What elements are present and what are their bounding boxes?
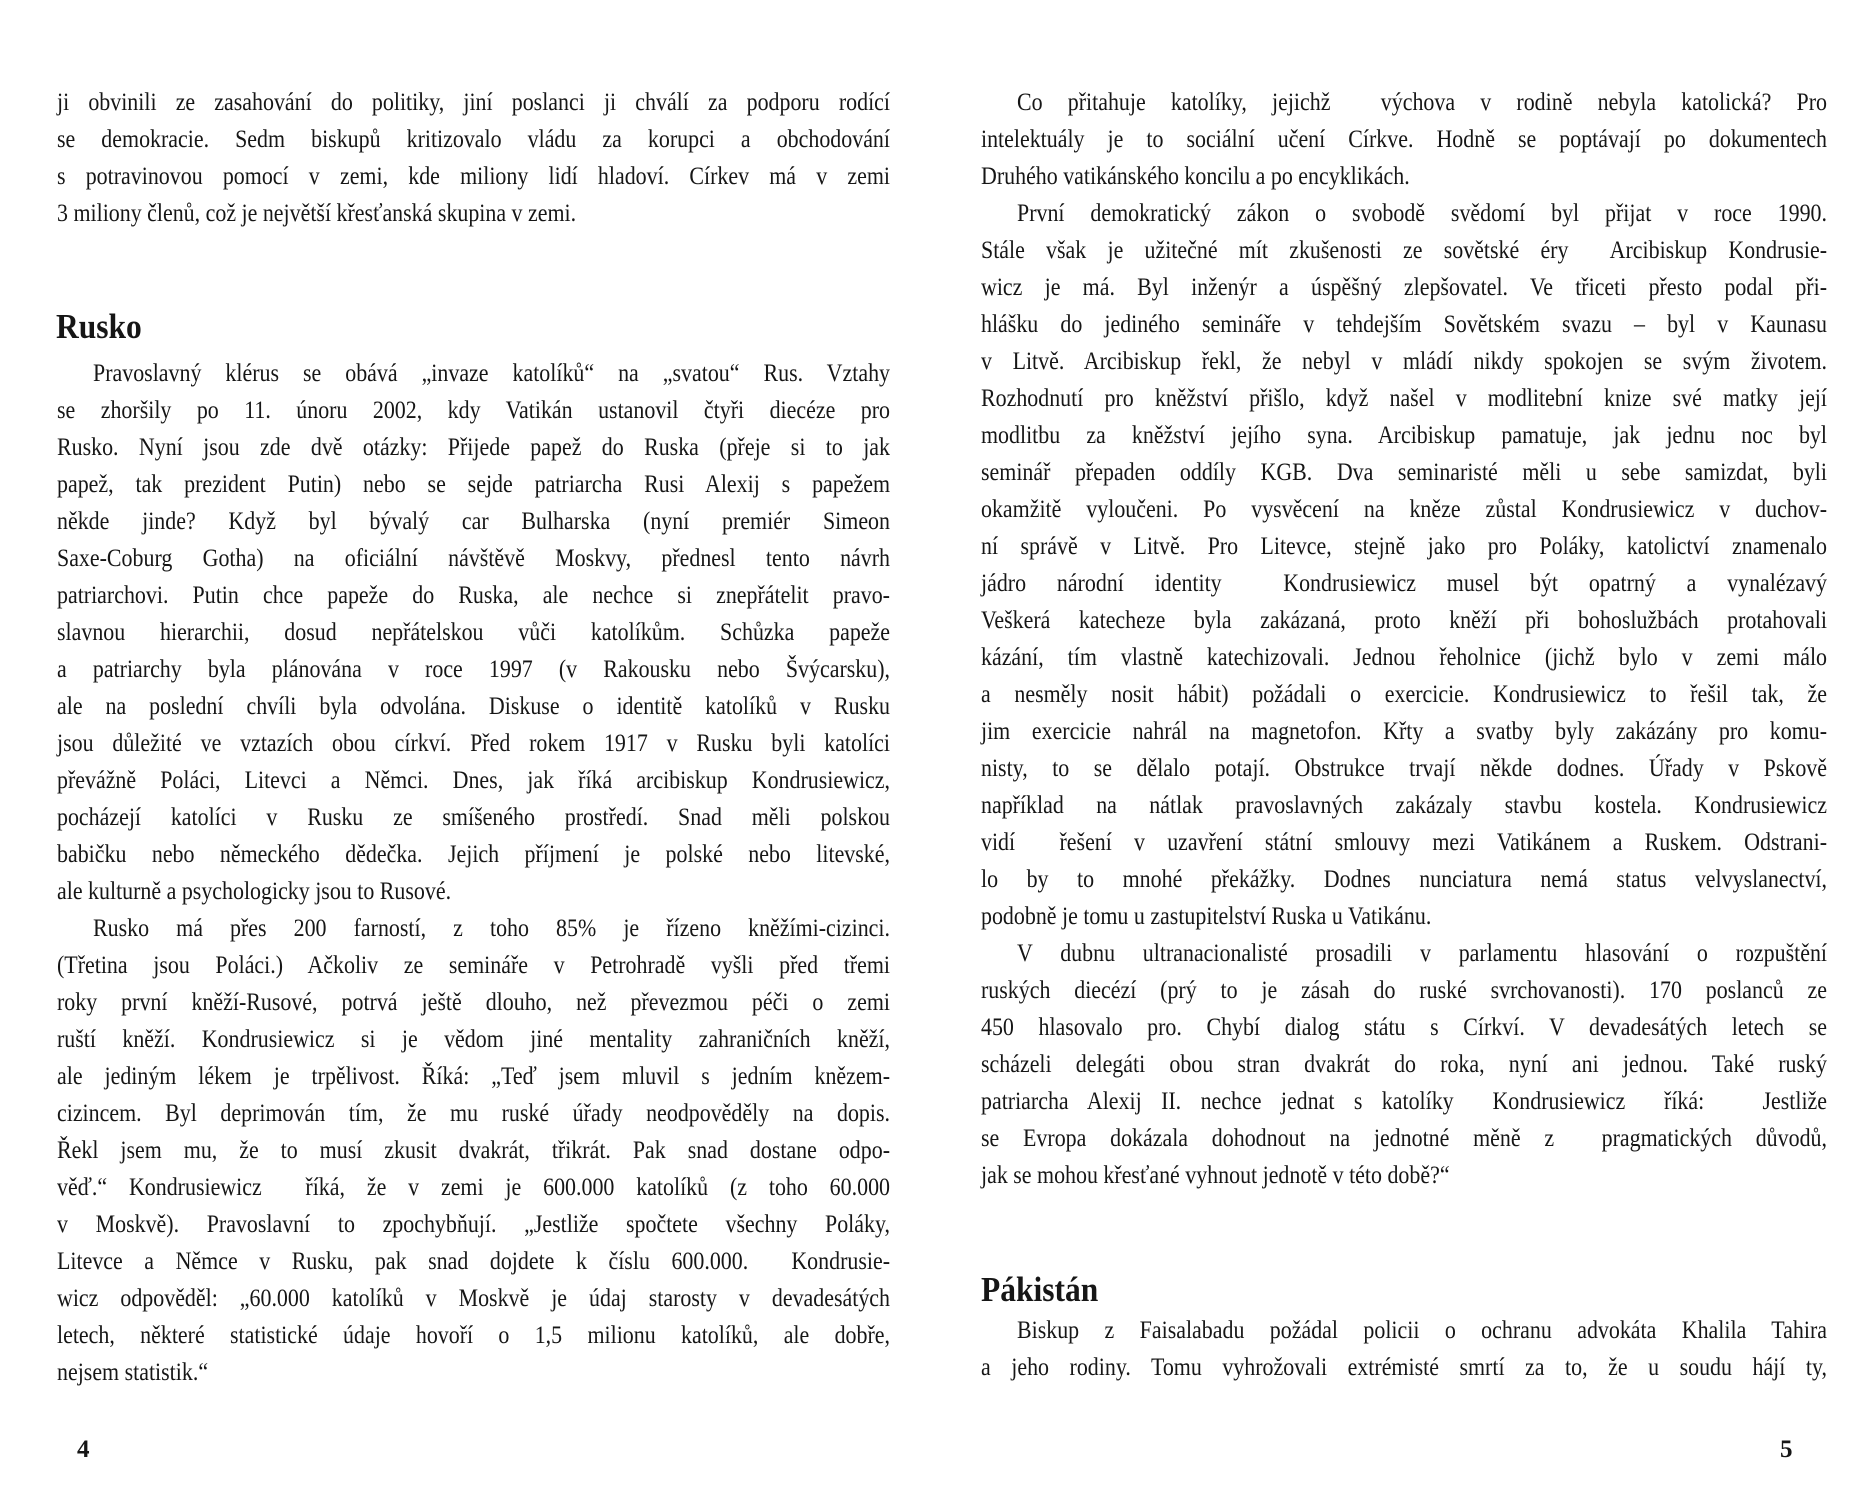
text-line-content: Veškerá katecheze byla zakázaná, proto kněží při bohoslužbách protahovali — [981, 605, 1827, 634]
text-line-content: Rozhodnutí pro kněžství přišlo, když našel v modlitební knize své matky její — [981, 383, 1827, 412]
text-line-content: Druhého vatikánského koncilu a po encyklikách. — [981, 161, 1410, 190]
text-line-content: seminář přepaden oddíly KGB. Dva seminaristé měli u sebe samizdat, byli — [981, 457, 1827, 486]
text-line — [981, 1008, 1827, 1045]
text-line — [57, 1131, 890, 1168]
text-line-content: pocházejí katolíci v Rusku ze smíšeného prostředí. Snad měli polskou — [57, 802, 890, 831]
text-line-content: babičku nebo německého dědečka. Jejich příjmení je polské nebo litevské, — [57, 839, 890, 868]
text-line — [57, 539, 890, 576]
text-line — [57, 465, 890, 502]
text-line — [981, 83, 1827, 120]
page-number-right: 5 — [1780, 1436, 1793, 1463]
section-heading-pakistan: Pákistán — [981, 1270, 1099, 1309]
text-line — [57, 1316, 890, 1353]
text-line — [981, 860, 1827, 897]
text-line — [57, 687, 890, 724]
text-line — [981, 897, 1827, 934]
text-line — [981, 971, 1827, 1008]
text-line-content: kázání, tím vlastně katechizovali. Jednou řeholnice (jichž bylo v zemi málo — [981, 642, 1828, 671]
text-line — [981, 268, 1827, 305]
text-line — [981, 1311, 1827, 1348]
text-line — [57, 613, 890, 650]
text-line-content: wicz odpověděl: „60.000 katolíků v Moskvě je údaj starosty v devadesátých — [57, 1283, 891, 1312]
text-line-content: hlášku do jediného semináře v tehdejším Sovětském svazu – byl v Kaunasu — [981, 309, 1827, 338]
text-line — [981, 823, 1827, 860]
text-line-content: patriarchovi. Putin chce papeže do Ruska, ale nechce si znepřátelit pravo- — [57, 580, 890, 609]
section-heading-rusko: Rusko — [56, 307, 142, 346]
text-line-content: modlitbu za kněžství jejího syna. Arcibiskup pamatuje, jak jednu noc byl — [981, 420, 1827, 449]
text-line-content: například na nátlak pravoslavných zakázaly stavbu kostela. Kondrusiewicz — [981, 790, 1827, 819]
text-line-content: v Litvě. Arcibiskup řekl, že nebyl v mládí nikdy spokojen se svým životem. — [981, 346, 1827, 375]
text-line-content: patriarcha Alexij II. nechce jednat s katolíky Kondrusiewicz říká: Jestliže — [981, 1086, 1828, 1115]
text-line — [981, 1045, 1827, 1082]
text-line — [57, 428, 890, 465]
text-line — [981, 1082, 1827, 1119]
text-line-content: jak se mohou křesťané vyhnout jednotě v této době?“ — [981, 1160, 1450, 1189]
text-line — [981, 712, 1827, 749]
text-line — [981, 194, 1827, 231]
text-line-content: ji obvinili ze zasahování do politiky, jiní poslanci ji chválí za podporu rodící — [57, 87, 890, 116]
text-line-content: převážně Poláci, Litevci a Němci. Dnes, jak říká arcibiskup Kondrusiewicz, — [57, 765, 891, 794]
text-line — [981, 342, 1827, 379]
text-line-content: slavnou hierarchii, dosud nepřátelskou vůči katolíkům. Schůzka papeže — [57, 617, 891, 646]
text-line-content: intelektuály je to sociální učení Církve. Hodně se poptávají po dokumentech — [981, 124, 1827, 153]
text-line-content: v Moskvě). Pravoslavní to zpochybňují. „Jestliže spočtete všechny Poláky, — [57, 1209, 890, 1238]
text-line-content: a nesměly nosit hábit) požádali o exercicie. Kondrusiewicz to řešil tak, že — [981, 679, 1827, 708]
text-line-content: wicz je má. Byl inženýr a úspěšný zlepšovatel. Ve třiceti přesto podal při- — [981, 272, 1827, 301]
text-line — [981, 564, 1827, 601]
text-line — [57, 798, 890, 835]
text-line-content: Co přitahuje katolíky, jejichž výchova v rodině nebyla katolická? Pro — [1017, 87, 1827, 116]
text-line-content: jádro národní identity Kondrusiewicz musel být opatrný a vynalézavý — [981, 568, 1827, 597]
text-line-content: ale kulturně a psychologicky jsou to Rusové. — [57, 876, 452, 905]
rusko-section-body — [57, 354, 890, 1390]
text-line-content: vidí řešení v uzavření státní smlouvy mezi Vatikánem a Ruskem. Odstrani- — [981, 827, 1828, 856]
text-line — [57, 1094, 890, 1131]
text-line — [57, 835, 890, 872]
text-line-content: Saxe-Coburg Gotha) na oficiální návštěvě Moskvy, přednesl tento návrh — [57, 543, 891, 572]
text-line — [981, 231, 1827, 268]
text-line — [981, 305, 1827, 342]
right-page — [931, 0, 1862, 1500]
text-line-content: roky první kněží-Rusové, potrvá ještě dlouho, než převezmou péči o zemi — [57, 987, 891, 1016]
text-line — [981, 749, 1827, 786]
text-line — [57, 946, 890, 983]
text-line — [57, 1353, 890, 1390]
text-line-content: V dubnu ultranacionalisté prosadili v parlamentu hlasování o rozpuštění — [1017, 938, 1827, 967]
text-line — [981, 453, 1827, 490]
text-line — [981, 1156, 1827, 1193]
text-line — [981, 786, 1827, 823]
text-line — [57, 1205, 890, 1242]
text-line-content: věď.“ Kondrusiewicz říká, že v zemi je 600.000 katolíků (z toho 60.000 — [57, 1172, 891, 1201]
text-line-content: papež, tak prezident Putin) nebo se sejde patriarcha Rusi Alexij s papežem — [57, 469, 891, 498]
text-line-content: cizincem. Byl deprimován tím, že mu ruské úřady neodpověděly na dopis. — [57, 1098, 890, 1127]
text-line — [981, 1348, 1827, 1385]
text-line-content: s potravinovou pomocí v zemi, kde miliony lidí hladoví. Církev má v zemi — [57, 161, 890, 190]
text-line-content: Litevce a Němce v Rusku, pak snad dojdete k číslu 600.000. Kondrusie- — [57, 1246, 891, 1275]
page-number-left: 4 — [77, 1436, 90, 1463]
text-line-content: a patriarchy byla plánována v roce 1997 (v Rakousku nebo Švýcarsku), — [57, 654, 891, 683]
text-line — [57, 983, 890, 1020]
text-line — [57, 1057, 890, 1094]
text-line — [981, 379, 1827, 416]
text-line-content: Biskup z Faisalabadu požádal policii o ochranu advokáta Khalila Tahira — [1017, 1315, 1827, 1344]
text-line-content: jim exercicie nahrál na magnetofon. Křty a svatby byly zakázány pro komu- — [981, 716, 1827, 745]
text-line — [57, 1279, 890, 1316]
text-line-content: se demokracie. Sedm biskupů kritizovalo vládu za korupci a obchodování — [57, 124, 890, 153]
right-body-text — [981, 83, 1827, 1193]
text-line-content: scházeli delegáti obou stran dvakrát do roka, nyní ani jednou. Také ruský — [981, 1049, 1827, 1078]
text-line — [57, 576, 890, 613]
text-line-content: podobně je tomu u zastupitelství Ruska u Vatikánu. — [981, 901, 1432, 930]
text-line-content: 3 miliony členů, což je největší křesťanská skupina v zemi. — [57, 198, 577, 227]
text-line — [57, 83, 890, 120]
text-line-content: Pravoslavný klérus se obává „invaze katolíků“ na „svatou“ Rus. Vztahy — [93, 358, 891, 387]
text-line — [57, 1168, 890, 1205]
text-line-content: někde jinde? Když byl bývalý car Bulharska (nyní premiér Simeon — [57, 506, 890, 535]
text-line-content: se zhoršily po 11. únoru 2002, kdy Vatikán ustanovil čtyři diecéze pro — [57, 395, 890, 424]
text-line-content: Rusko. Nyní jsou zde dvě otázky: Přijede papež do Ruska (přeje si to jak — [57, 432, 891, 461]
text-line — [57, 391, 890, 428]
text-line-content: se Evropa dokázala dohodnout na jednotné měně z pragmatických důvodů, — [981, 1123, 1827, 1152]
text-line — [57, 354, 890, 391]
text-line — [981, 527, 1827, 564]
text-line-content: a jeho rodiny. Tomu vyhrožovali extrémisté smrtí za to, že u soudu hájí ty, — [981, 1352, 1827, 1381]
text-line — [981, 675, 1827, 712]
text-line — [981, 157, 1827, 194]
pakistan-section-body — [981, 1311, 1827, 1385]
text-line — [981, 1119, 1827, 1156]
text-line — [57, 1020, 890, 1057]
text-line — [57, 120, 890, 157]
text-line — [57, 1242, 890, 1279]
intro-paragraph — [57, 83, 890, 231]
text-line-content: nejsem statistik.“ — [57, 1357, 209, 1386]
text-line-content: ruských diecézí (prý to je zásah do ruské svrchovanosti). 170 poslanců ze — [981, 975, 1827, 1004]
text-line-content: ale na poslední chvíli byla odvolána. Diskuse o identitě katolíků v Rusku — [57, 691, 891, 720]
text-line-content: lo by to mnohé překážky. Dodnes nunciatura nemá status velvyslanectví, — [981, 864, 1827, 893]
text-line-content: letech, některé statistické údaje hovoří o 1,5 milionu katolíků, ale dobře, — [57, 1320, 891, 1349]
text-line — [57, 650, 890, 687]
text-line — [981, 934, 1827, 971]
text-line-content: ale jediným lékem je trpělivost. Říká: „Teď jsem mluvil s jedním knězem- — [57, 1061, 891, 1090]
text-line-content: (Třetina jsou Poláci.) Ačkoliv ze semináře v Petrohradě vyšli před třemi — [57, 950, 891, 979]
text-line-content: Rusko má přes 200 farností, z toho 85% je řízeno kněžími-cizinci. — [93, 913, 890, 942]
text-line — [57, 761, 890, 798]
text-line — [981, 638, 1827, 675]
text-line-content: nisty, to se dělalo potají. Obstrukce trvají někde dodnes. Úřady v Pskově — [981, 753, 1827, 782]
text-line-content: okamžitě vyloučeni. Po vysvěcení na kněze zůstal Kondrusiewicz v duchov- — [981, 494, 1827, 523]
text-line-content: ní správě v Litvě. Pro Litevce, stejně jako pro Poláky, katolictví znamenalo — [981, 531, 1827, 560]
text-line — [981, 120, 1827, 157]
text-line — [981, 490, 1827, 527]
text-line — [57, 872, 890, 909]
text-line-content: jsou důležité ve vztazích obou církví. Před rokem 1917 v Rusku byli katolíci — [57, 728, 891, 757]
text-line-content: První demokratický zákon o svobodě svědomí byl přijat v roce 1990. — [1017, 198, 1827, 227]
text-line-content: ruští kněží. Kondrusiewicz si je vědom jiné mentality zahraničních kněží, — [57, 1024, 891, 1053]
text-line — [57, 194, 890, 231]
text-line — [57, 909, 890, 946]
text-line-content: Stále však je užitečné mít zkušenosti ze sovětské éry Arcibiskup Kondrusie- — [981, 235, 1827, 264]
text-line — [981, 601, 1827, 638]
text-line — [57, 502, 890, 539]
text-line-content: 450 hlasovalo pro. Chybí dialog státu s Církví. V devadesátých letech se — [981, 1012, 1828, 1041]
text-line — [57, 157, 890, 194]
text-line — [981, 416, 1827, 453]
text-line — [57, 724, 890, 761]
text-line-content: Řekl jsem mu, že to musí zkusit dvakrát, třikrát. Pak snad dostane odpo- — [57, 1135, 891, 1164]
